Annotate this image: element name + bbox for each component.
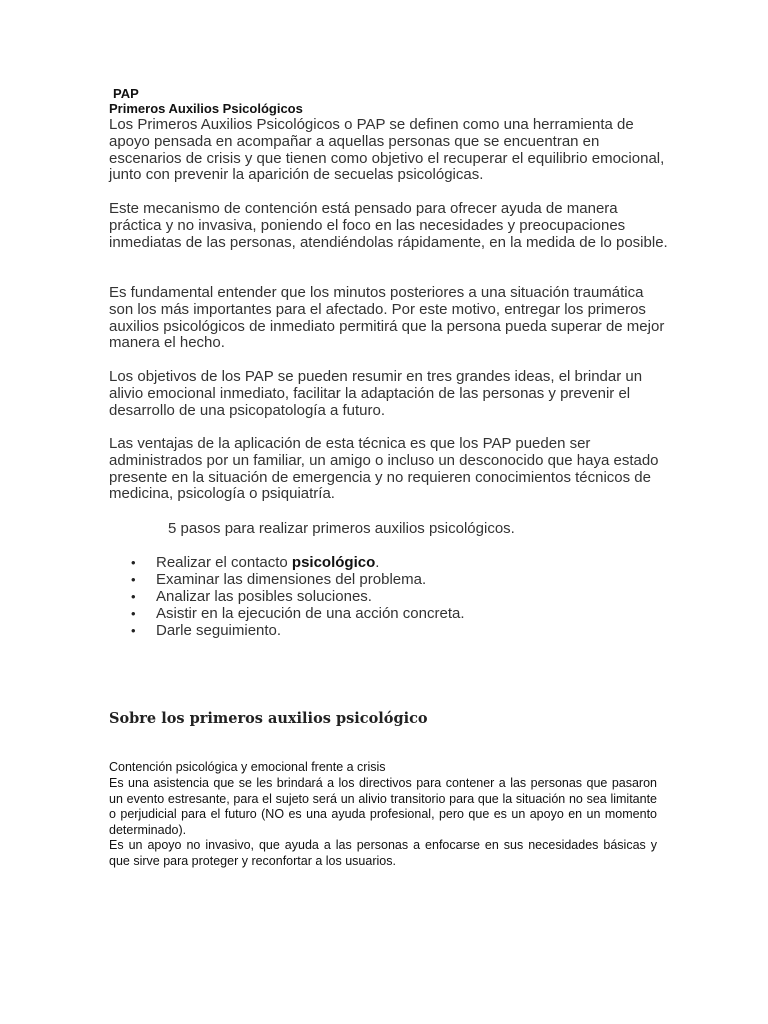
paragraph: Las ventajas de la aplicación de esta técnica es que los PAP pueden ser administrados por un familiar, un amigo o incluso un desconocido que haya estado presente en la situación de emergencia y no requieren conocimientos técnicos de medicina, psicología o psiquiatría.: [109, 435, 659, 503]
step-text: Analizar las posibles soluciones.: [156, 588, 372, 605]
step-text: Darle seguimiento.: [156, 622, 282, 639]
list-item: [109, 588, 465, 605]
section-body: [109, 776, 657, 869]
list-item: [109, 554, 465, 571]
step-text: Asistir en la ejecución de una acción concreta.: [156, 605, 465, 622]
step-bold-text: psicológico: [291, 554, 376, 571]
bullet-icon: •: [131, 589, 136, 604]
paragraph: Los Primeros Auxilios Psicológicos o PAP se definen como una herramienta de apoyo pensada en acompañar a aquellas personas que se encuentran en escenarios de crisis y que tienen como objetivo el recuperar el equilibrio emocional, junto con prevenir la aparición de secuelas psicológicas.: [109, 116, 665, 184]
steps-intro: 5 pasos para realizar primeros auxilios psicológicos.: [168, 520, 515, 537]
paragraph: Es fundamental entender que los minutos posteriores a una situación traumática son los más importantes para el afectado. Por este motivo, entregar los primeros auxilios psicológicos de inmediato permitirá que la persona pueda superar de mejor manera el hecho.: [109, 284, 665, 352]
section-paragraph: Es un apoyo no invasivo, que ayuda a las personas a enfocarse en sus necesidades básicas y que sirve para proteger y reconfortar a los usuarios.: [109, 838, 657, 868]
section-subheading: Contención psicológica y emocional frente a crisis: [109, 760, 386, 774]
paragraph: Este mecanismo de contención está pensado para ofrecer ayuda de manera práctica y no invasiva, poniendo el foco en las necesidades y preocupaciones inmediatas de las personas, atendiéndolas rápidamente, en la medida de lo posible.: [109, 200, 668, 251]
bullet-icon: •: [131, 555, 136, 570]
section-paragraph: Es una asistencia que se les brindará a los directivos para contener a las personas que pasaron un evento estresante, para el sujeto será un alivio transitorio para que la situación no sea limitante o perjudicial para el futuro (NO es una ayuda profesional, pero que es un apoyo en un momento determinado).: [109, 776, 657, 837]
steps-list: [109, 554, 465, 639]
document-title: PAP: [113, 86, 139, 101]
list-item: [109, 622, 465, 639]
paragraph: Los objetivos de los PAP se pueden resumir en tres grandes ideas, el brindar un alivio emocional inmediato, facilitar la adaptación de las personas y prevenir el desarrollo de una psicopatología a futuro.: [109, 368, 643, 419]
step-punctuation: .: [375, 554, 380, 571]
step-text: Examinar las dimensiones del problema.: [156, 571, 427, 588]
list-item: [109, 605, 465, 622]
document-subtitle: Primeros Auxilios Psicológicos: [109, 101, 303, 116]
bullet-icon: •: [131, 572, 136, 587]
bullet-icon: •: [131, 623, 136, 638]
list-item: [109, 571, 465, 588]
step-text: Realizar el contacto: [156, 554, 292, 571]
bullet-icon: •: [131, 606, 136, 621]
section-heading: Sobre los primeros auxilios psicológico: [109, 710, 428, 727]
